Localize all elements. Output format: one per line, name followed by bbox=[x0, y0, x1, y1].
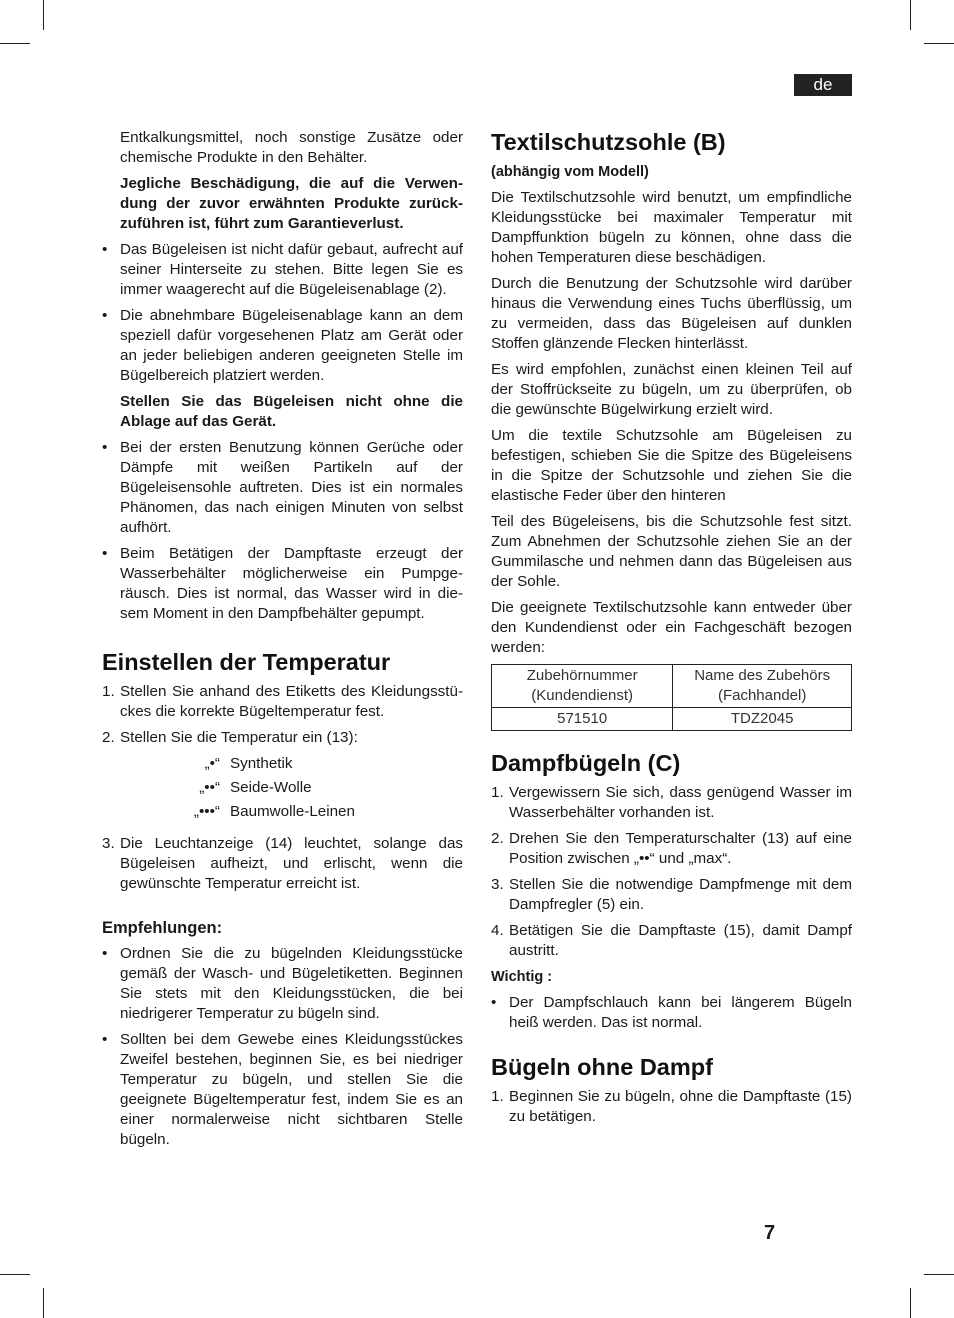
bullet-list bbox=[102, 240, 463, 386]
step-number: 4. bbox=[491, 922, 504, 939]
paragraph: Die geeignete Textilschutzsohle kann entweder über den Kundendienst oder ein Fachgeschäft bezogen werden: bbox=[491, 599, 852, 656]
list-item: • Das Bügeleisen ist nicht dafür gebaut, aufrecht auf seiner Hinterseite zu stehen. Bitte legen Sie es immer waagerecht auf die Bügeleisenablage (2). bbox=[102, 240, 463, 300]
step-number: 2. bbox=[491, 830, 504, 847]
step-number: 2. bbox=[102, 729, 115, 746]
table-header-cell: Name des Zubehörs (Fachhandel) bbox=[673, 665, 852, 708]
paragraph: Durch die Benutzung der Schutzsohle wird darüber hinaus die Verwendung eines Tuchs überflüssig, um zu vermeiden, dass das Bügeleisen auf dunklen Stoffen glänzende Flecken hinterlässt. bbox=[491, 275, 852, 352]
table-cell: TDZ2045 bbox=[673, 708, 852, 731]
crop-mark bbox=[0, 1274, 30, 1275]
left-column bbox=[102, 128, 463, 1156]
list-item: • Bei der ersten Benutzung können Gerüche oder Dämpfe mit weißen Partikeln auf der Bügeleisensohle auftreten. Dies ist ein normales Phänomen, das nach einigen Minuten von selbst aufhört. bbox=[102, 438, 463, 538]
page-number: 7 bbox=[764, 1222, 776, 1244]
right-column bbox=[491, 128, 852, 1133]
list-item bbox=[491, 1087, 852, 1127]
list-item bbox=[102, 682, 463, 722]
bullet-list bbox=[491, 993, 852, 1033]
rest-warning: Stellen Sie das Bügeleisen nicht ohne die Ablage auf das Gerät. bbox=[120, 393, 463, 430]
temperature-option bbox=[102, 778, 463, 802]
continued-paragraph: Entkalkungsmittel, noch sonstige Zusätze oder chemische Produkte in den Behälter. bbox=[120, 129, 463, 166]
list-item bbox=[491, 875, 852, 915]
step-text: Vergewissern Sie sich, dass genügend Wasser im Wasserbehälter vorhanden ist. bbox=[509, 784, 852, 821]
important-label: Wichtig : bbox=[491, 969, 553, 985]
step-text: Die Leuchtanzeige (14) leuchtet, solange das Bügeleisen aufheizt, und erlischt, wenn die gewünschte Temperatur erreicht ist. bbox=[120, 835, 463, 892]
list-item bbox=[102, 834, 463, 894]
step-text: Beginnen Sie zu bügeln, ohne die Dampftaste (15) zu betätigen. bbox=[509, 1088, 852, 1125]
temperature-option bbox=[102, 754, 463, 778]
paragraph: Die Textilschutzsohle wird benutzt, um empfindliche Kleidungsstücke bei maximaler Temperatur mit Dampffunktion bügeln zu können, ohne dass die hohen Temperaturen diese beschädigen. bbox=[491, 189, 852, 266]
recommendations-heading: Empfehlungen: bbox=[102, 919, 223, 937]
numbered-list bbox=[102, 682, 463, 748]
numbered-list bbox=[491, 1087, 852, 1127]
step-number: 1. bbox=[102, 683, 115, 700]
step-number: 1. bbox=[491, 784, 504, 801]
list-item bbox=[491, 921, 852, 961]
paragraph: Teil des Bügeleisens, bis die Schutzsohle fest sitzt. Zum Abnehmen der Schutzsohle ziehen Sie an der Gummilasche und nehmen dann das Bügeleisen aus der Sohle. bbox=[491, 513, 852, 590]
warranty-warning: Jegliche Beschädigung, die auf die Verwendung der zuvor erwähnten Produkte zurückzuführen ist, führt zum Garantieverlust. bbox=[120, 175, 463, 232]
crop-mark bbox=[924, 43, 954, 44]
paragraph: Es wird empfohlen, zunächst einen kleinen Teil auf der Stoffrückseite zu bügeln, um zu überprüfen, ob die gewünschte Bügelwirkung erzielt wird. bbox=[491, 361, 852, 418]
list-item: • Die abnehmbare Bügeleisenablage kann an dem speziell dafür vorgesehenen Platz am Gerät oder an jeder beliebigen anderen geeigneten Stelle im Bügelbereich platziert werden. bbox=[102, 306, 463, 386]
bullet-list bbox=[102, 438, 463, 624]
crop-mark bbox=[43, 1288, 44, 1318]
list-item: • Beim Betätigen der Dampftaste erzeugt der Wasserbehälter möglicherweise ein Pumpgeräusch. Dies ist normal, das Wasser wird in diesem Moment in den Dampfbehälter gepumpt. bbox=[102, 544, 463, 624]
dot-symbol: „••“ bbox=[199, 779, 220, 796]
option-label: Synthetik bbox=[230, 755, 293, 772]
list-item bbox=[491, 829, 852, 869]
step-text: Stellen Sie anhand des Etiketts des Kleidungsstückes die korrekte Bügeltemperatur fest. bbox=[120, 683, 463, 720]
step-text: Stellen Sie die notwendige Dampfmenge mit dem Dampfregler (5) ein. bbox=[509, 876, 852, 913]
section-heading-temperature: Einstellen der Temperatur bbox=[102, 649, 391, 675]
paragraph: Um die textile Schutzsohle am Bügeleisen zu befestigen, schieben Sie die Spitze des Bügeleisens in die Spitze der Schutzsohle und ziehen Sie die elastische Feder über den hinteren bbox=[491, 427, 852, 504]
language-tab: de bbox=[794, 74, 852, 96]
section-heading-no-steam: Bügeln ohne Dampf bbox=[491, 1054, 713, 1080]
list-item: • Der Dampfschlauch kann bei längerem Bügeln heiß werden. Das ist normal. bbox=[491, 993, 852, 1033]
option-label: Baumwolle-Leinen bbox=[230, 803, 355, 820]
step-number: 3. bbox=[102, 835, 115, 852]
option-label: Seide-Wolle bbox=[230, 779, 312, 796]
table-header-row bbox=[492, 665, 852, 708]
dot-symbol: „•“ bbox=[204, 755, 220, 772]
numbered-list bbox=[491, 783, 852, 961]
list-item: • Sollten bei dem Gewebe eines Kleidungsstückes Zweifel bestehen, beginnen Sie, es bei niedriger Temperatur zu bügeln, und stellen Sie die geeignete Bügeltemperatur fest, indem Sie es an einer normalerweise nicht sichtbaren Stelle bügeln. bbox=[102, 1030, 463, 1150]
step-number: 1. bbox=[491, 1088, 504, 1105]
list-item bbox=[491, 783, 852, 823]
list-item bbox=[102, 728, 463, 748]
step-text: Betätigen Sie die Dampftaste (15), damit Dampf austritt. bbox=[509, 922, 852, 959]
table-header-cell: Zubehörnummer (Kundendienst) bbox=[492, 665, 673, 708]
step-text: Drehen Sie den Temperaturschalter (13) auf eine Position zwischen „••“ und „max“. bbox=[509, 830, 852, 867]
crop-mark bbox=[924, 1274, 954, 1275]
table-row bbox=[492, 708, 852, 731]
list-item: • Ordnen Sie die zu bügelnden Kleidungsstücke gemäß der Wasch- und Bügeletiketten. Beginnen Sie stets mit den Kleidungsstücken, die bei niedrigerer Temperatur zu bügeln sind. bbox=[102, 944, 463, 1024]
temperature-options bbox=[102, 754, 463, 826]
crop-mark bbox=[43, 0, 44, 30]
numbered-list bbox=[102, 834, 463, 894]
accessory-table bbox=[491, 664, 852, 731]
section-heading-steam-ironing: Dampfbügeln (C) bbox=[491, 750, 681, 776]
section-subheading: (abhängig vom Modell) bbox=[491, 164, 649, 180]
section-heading-textile-sole: Textilschutzsohle (B) bbox=[491, 129, 726, 155]
dot-symbol: „•••“ bbox=[193, 803, 220, 820]
step-text: Stellen Sie die Temperatur ein (13): bbox=[120, 729, 358, 746]
step-number: 3. bbox=[491, 876, 504, 893]
crop-mark bbox=[910, 0, 911, 30]
table-cell: 571510 bbox=[492, 708, 673, 731]
crop-mark bbox=[910, 1288, 911, 1318]
bullet-list bbox=[102, 944, 463, 1150]
crop-mark bbox=[0, 43, 30, 44]
temperature-option bbox=[102, 802, 463, 826]
